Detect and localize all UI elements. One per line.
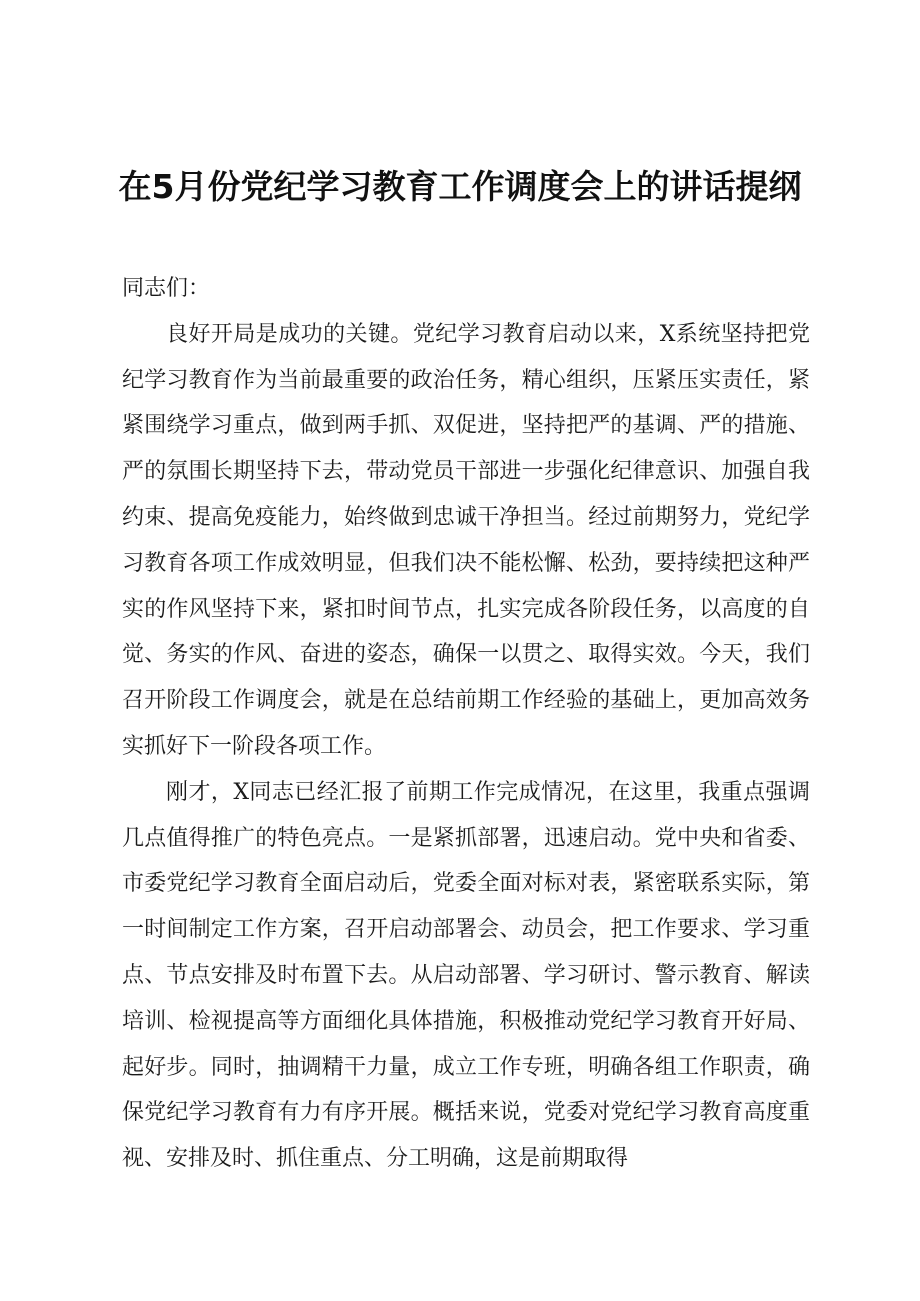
paragraph-1: 良好开局是成功的关键。党纪学习教育启动以来，X系统坚持把党纪学习教育作为当前最重要的政治任务，精心组织，压紧压实责任，紧紧围绕学习重点，做到两手抓、双促进，坚持把严的基调、严的措施、严的氛围长期坚持下去，带动党员干部进一步强化纪律意识、加强自我约束、提高免疫能力，始终做到忠诚干净担当。经过前期努力，党纪学习教育各项工作成效明显，但我们决不能松懈、松劲，要持续把这种严实的作风坚持下来，紧扣时间节点，扎实完成各阶段任务，以高度的自觉、务实的作风、奋进的姿态，确保一以贯之、取得实效。今天，我们召开阶段工作调度会，就是在总结前期工作经验的基础上，更加高效务实抓好下一阶段各项工作。 <box>122 321 810 759</box>
document-title: 在5月份党纪学习教育工作调度会上的讲话提纲 <box>118 167 802 206</box>
document-body <box>122 266 810 1182</box>
salutation: 同志们： <box>122 276 211 301</box>
paragraph-2: 刚才，X同志已经汇报了前期工作完成情况，在这里，我重点强调几点值得推广的特色亮点。一是紧抓部署，迅速启动。党中央和省委、市委党纪学习教育全面启动后，党委全面对标对表，紧密联系实际，第一时间制定工作方案，召开启动部署会、动员会，把工作要求、学习重点、节点安排及时布置下去。从启动部署、学习研讨、警示教育、解读培训、检视提高等方面细化具体措施，积极推动党纪学习教育开好局、起好步。同时，抽调精干力量，成立工作专班，明确各组工作职责，确保党纪学习教育有力有序开展。概括来说，党委对党纪学习教育高度重视、安排及时、抓住重点、分工明确，这是前期取得 <box>122 779 810 1172</box>
